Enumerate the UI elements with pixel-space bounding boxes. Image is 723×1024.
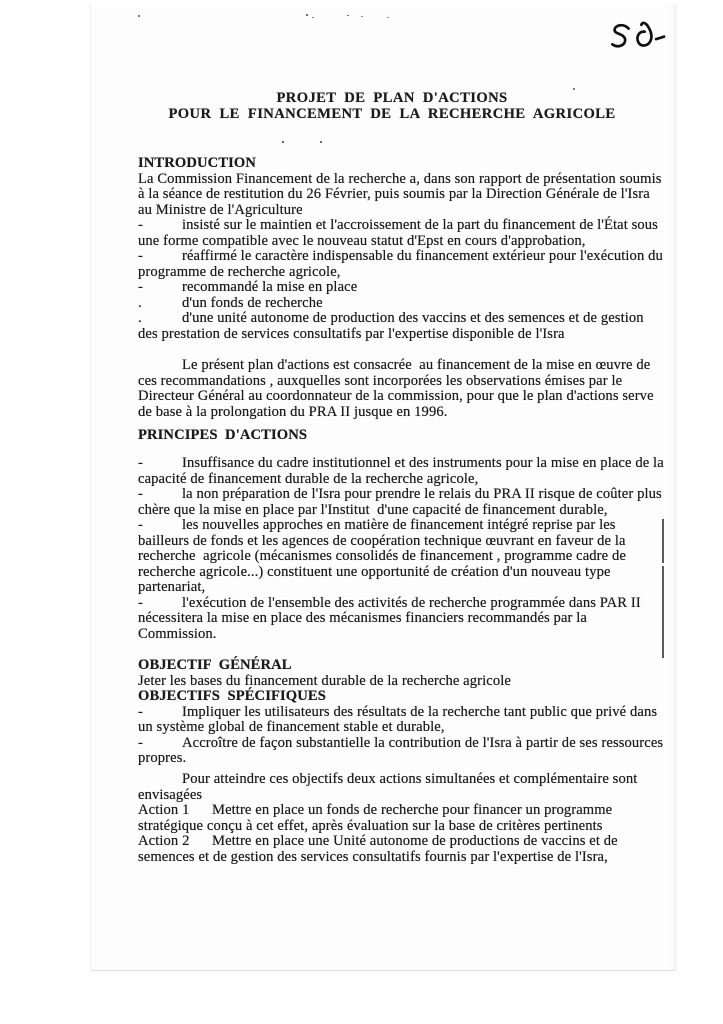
- intro-bullet-1: [138, 218, 664, 249]
- scan-speck: [312, 17, 314, 18]
- document-title: [122, 90, 662, 122]
- principes-bullet-2: [138, 487, 664, 518]
- bullet-text: l'exécution de l'ensemble des activités de recherche programmée dans PAR II nécessitera la mise en place des mécanismes financiers recommandés par la Commission.: [138, 594, 645, 642]
- scan-speck: [347, 15, 349, 16]
- objectifs-bullet-1: [138, 705, 664, 736]
- bullet-text: d'un fonds de recherche: [182, 294, 323, 311]
- bullet-marker: .: [138, 294, 142, 311]
- principes-heading: PRINCIPES D'ACTIONS: [138, 427, 308, 443]
- bullet-marker: .: [138, 310, 142, 326]
- scan-speck: [306, 14, 308, 16]
- principes-heading-block: [138, 428, 664, 444]
- actions-lead-paragraph: Pour atteindre ces objectifs deux actions simultanées et complémentaire sont envisagées: [138, 771, 642, 803]
- action-2-text: Mettre en place une Unité autonome de productions de vaccins et de semences et de gestion des services consultatifs fournis par l'expertise de l'Isra,: [138, 833, 622, 865]
- principes-bullet-3: [138, 518, 664, 596]
- principes-bullet-4: [138, 596, 664, 643]
- handwritten-annotation: [607, 16, 671, 57]
- action-1: [138, 803, 664, 834]
- bullet-text: recommandé la mise en place: [182, 279, 358, 295]
- bullet-text: insisté sur le maintien et l'accroissement de la part du financement de l'État sous une forme compatible avec le nouveau statut d'Epst en cours d'approbation,: [138, 217, 662, 249]
- principes-bullet-1: [138, 455, 668, 487]
- intro-bullet-2: [138, 248, 667, 280]
- intro-bullet-3: [138, 280, 664, 296]
- handwritten-s-stroke: [611, 25, 629, 47]
- handwritten-d-stroke: [637, 23, 652, 46]
- intro-sub-bullet-1: [138, 296, 664, 312]
- introduction-heading: INTRODUCTION: [138, 155, 256, 171]
- present-plan-paragraph: Le présent plan d'actions est consacrée au financement de la mise en œuvre de ces recommandations , auxquelles sont incorporées les observations émises par le Directeur Général au coordonnateur de la commission, pour que le plan d'actions serve de base à la prolongation du PRA II jusque en 1996.: [138, 357, 658, 420]
- introduction-lead-paragraph: La Commission Financement de la recherche a, dans son rapport de présentation soumis à la séance de restitution du 26 Février, puis soumis par la Direction Générale de l'Isra au Ministre de l'Agriculture: [138, 170, 666, 218]
- action-2-label: Action 2: [138, 833, 190, 849]
- bullet-text: réaffirmé le caractère indispensable du financement extérieur pour l'exécution du programme de recherche agricole,: [138, 248, 667, 280]
- title-line-2: POUR LE FINANCEMENT DE LA RECHERCHE AGRICOLE: [168, 106, 616, 122]
- intro-sub-bullet-2: [138, 311, 664, 342]
- bullet-marker: -: [138, 279, 143, 295]
- bullet-text: d'une unité autonome de production des vaccins et des semences et de gestion des prestation de services consultatifs par l'expertise disponible de l'Isra: [138, 310, 648, 342]
- bullet-marker: -: [138, 734, 143, 751]
- section-objectifs: [138, 657, 671, 767]
- bullet-text: Impliquer les utilisateurs des résultats de la recherche tant public que privé dans un système global de financement stable et durable,: [138, 703, 661, 735]
- bullet-text: les nouvelles approches en matière de financement intégré reprise par les bailleurs de fonds et les agences de coopération technique œuvrant en faveur de la recherche agricole (mécanismes consolidés de financement , programme cadre de recherche agricole...) constituent une opportunité de création d'un nouveau type partenariat,: [138, 517, 630, 595]
- scan-speck: [282, 141, 284, 143]
- handwritten-dash-stroke: [656, 37, 664, 39]
- section-actions: [138, 772, 664, 865]
- bullet-marker: -: [138, 248, 143, 264]
- section-introduction: [138, 155, 667, 342]
- section-principes: [138, 455, 668, 642]
- scan-speck: [387, 17, 389, 18]
- objectif-general-heading: OBJECTIF GÉNÉRAL: [138, 657, 292, 673]
- action-1-text: Mettre en place un fonds de recherche pour financer un programme stratégique conçu à cet effet, après évaluation sur la base de critères pertinents: [138, 802, 617, 834]
- objectifs-bullet-2: [138, 734, 671, 767]
- bullet-marker: -: [138, 217, 143, 233]
- objectifs-specifiques-heading: OBJECTIFS SPÉCIFIQUES: [138, 688, 326, 704]
- action-2: [138, 834, 664, 865]
- scan-speck: [138, 15, 140, 17]
- bullet-marker: -: [138, 703, 143, 720]
- scan-speck: [361, 16, 363, 17]
- scan-speck: [320, 141, 322, 143]
- bullet-marker: -: [138, 486, 143, 502]
- action-1-label: Action 1: [138, 802, 190, 818]
- bullet-text: la non préparation de l'Isra pour prendre le relais du PRA II risque de coûter plus chère que la mise en place par l'Institut d'une capacité de financement durable,: [138, 486, 666, 518]
- bullet-text: Insuffisance du cadre institutionnel et des instruments pour la mise en place de la capacité de financement durable de la recherche agricole,: [138, 455, 668, 487]
- bullet-text: Accroître de façon substantielle la contribution de l'Isra à partir de ses ressources propres.: [138, 734, 671, 766]
- bullet-marker: -: [138, 517, 143, 533]
- section-present-plan: [138, 358, 664, 420]
- bullet-marker: -: [138, 594, 143, 611]
- objectif-general-text: Jeter les bases du financement durable de la recherche agricole: [138, 672, 511, 689]
- bullet-marker: -: [138, 455, 143, 471]
- title-line-1: PROJET DE PLAN D'ACTIONS: [276, 90, 508, 106]
